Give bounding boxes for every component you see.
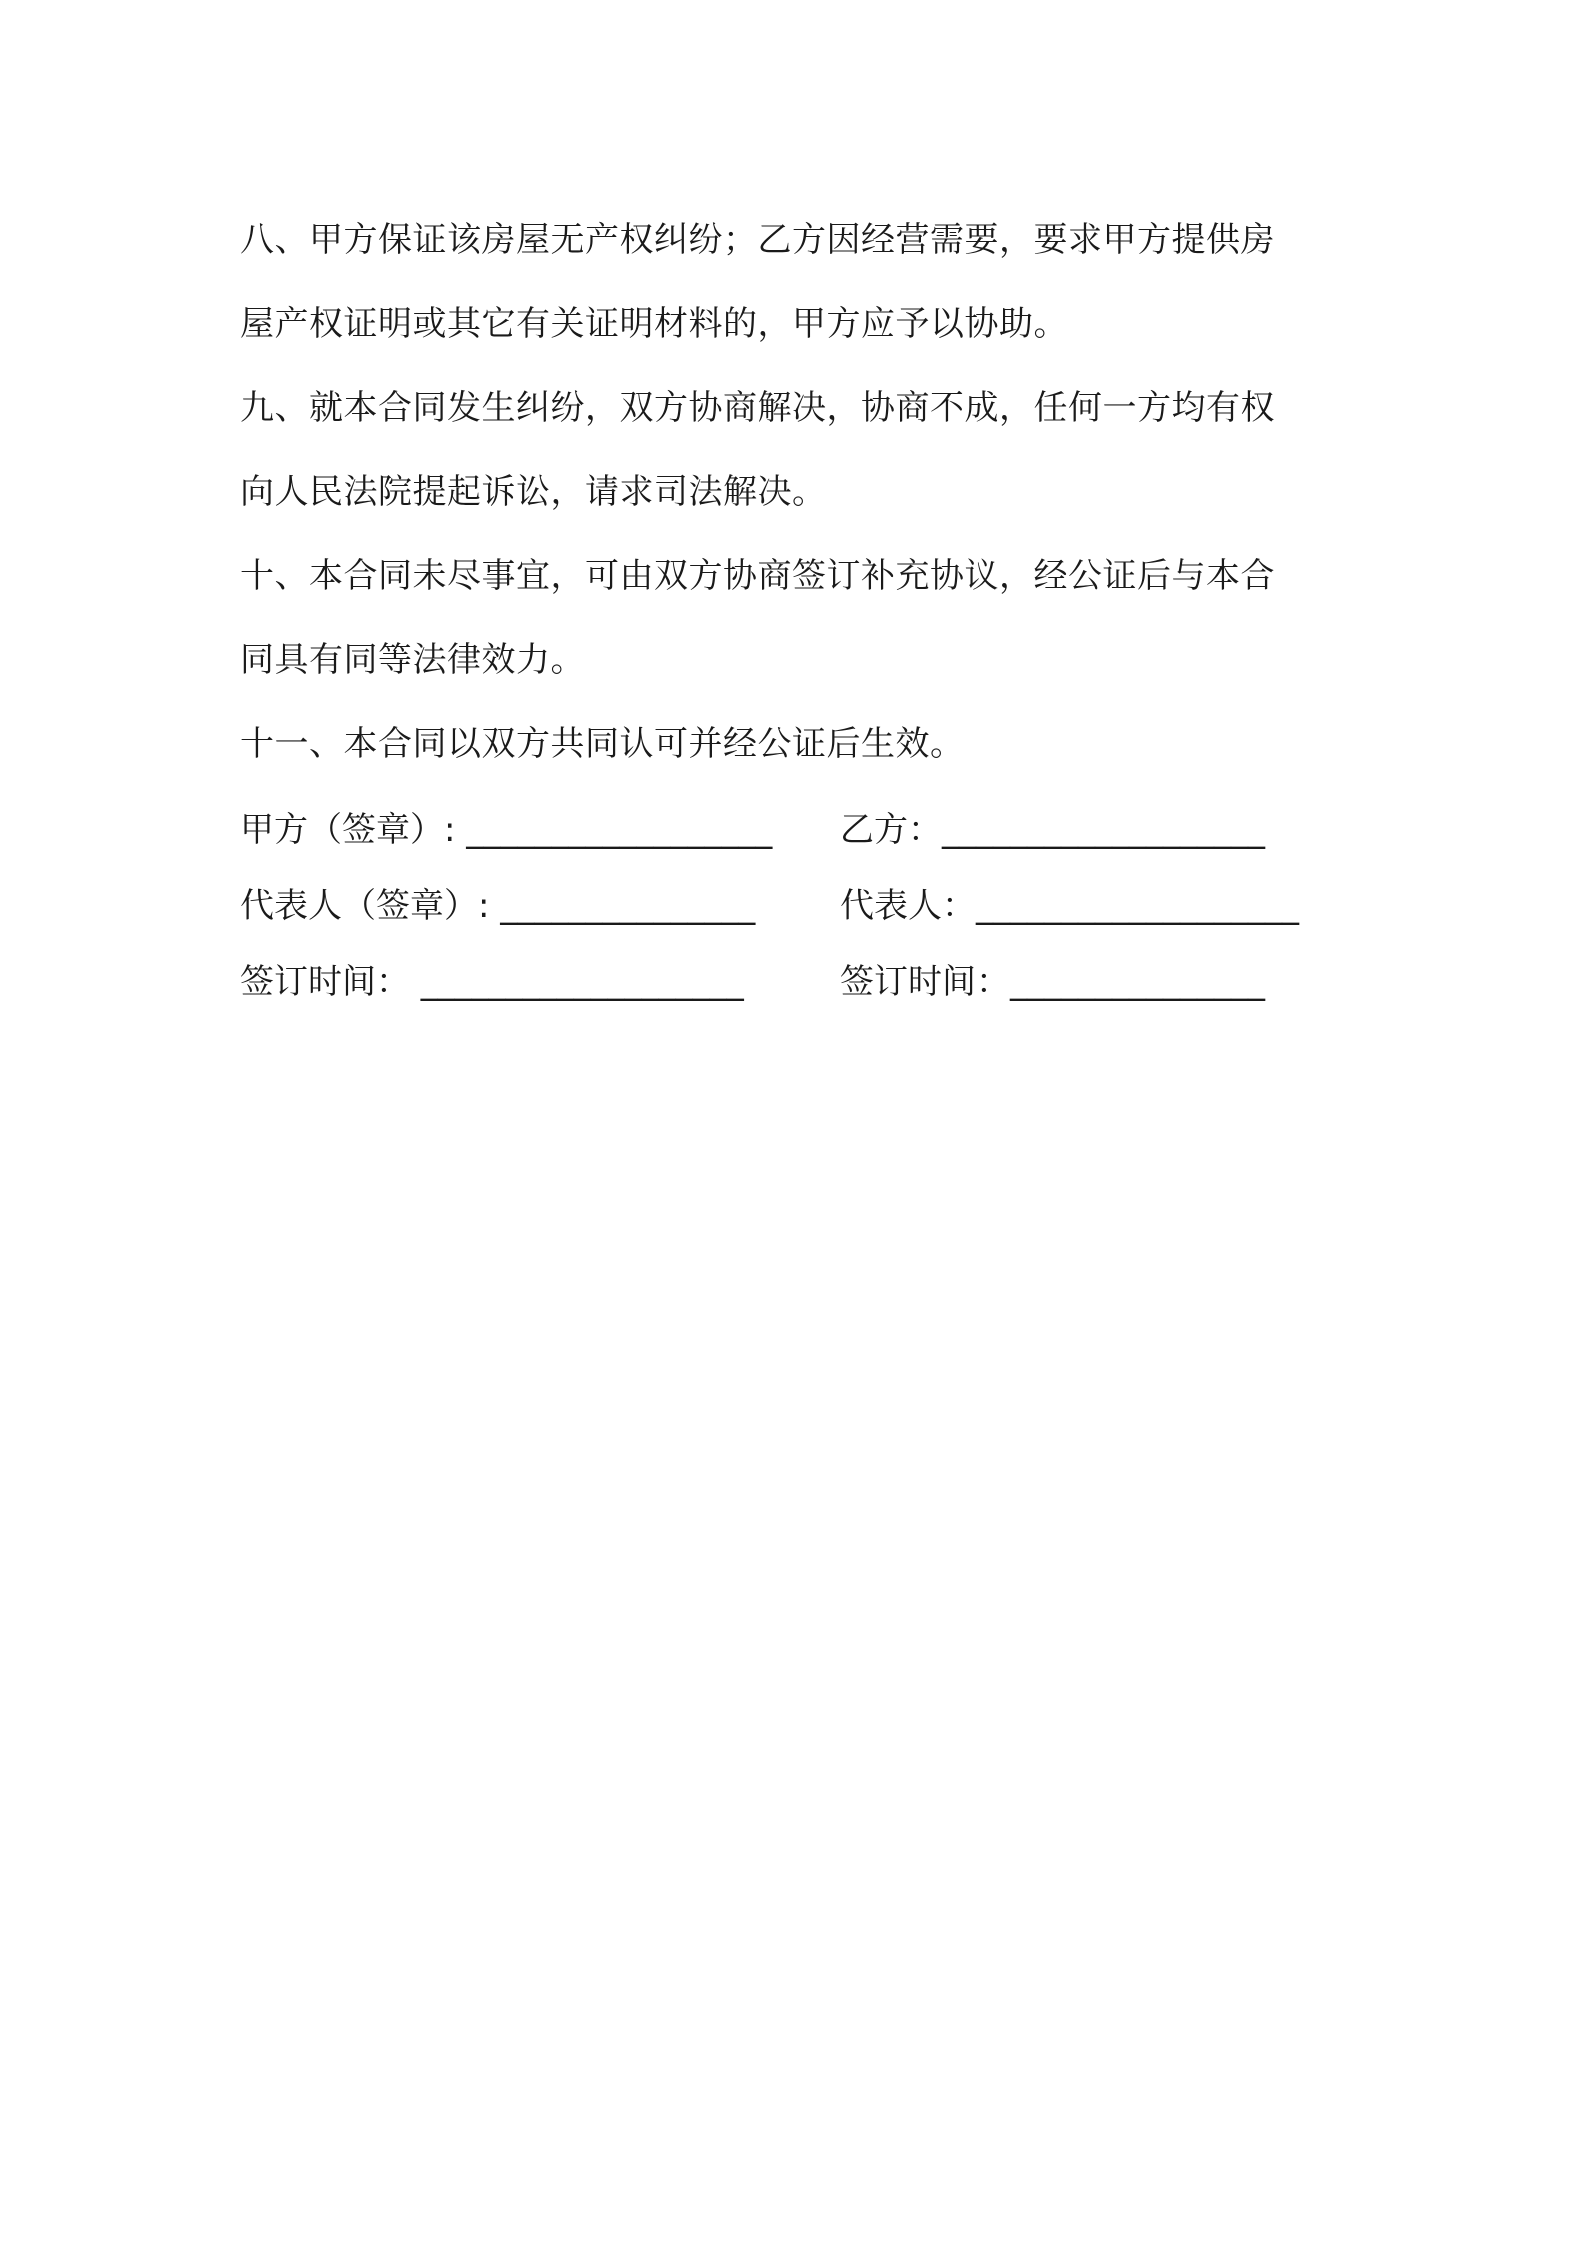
- party-b-sign-date-field: 签订时间：_______________: [840, 962, 1265, 1002]
- clause-line: 十、本合同未尽事宜，可由双方协商签订补充协议，经公证后与本合: [240, 556, 1275, 596]
- contract-body: [240, 198, 1360, 1020]
- party-a-representative-field: 代表人（签章）: _______________: [240, 886, 756, 926]
- clause-line: 八、甲方保证该房屋无产权纠纷；乙方因经营需要，要求甲方提供房: [240, 220, 1275, 260]
- clause-line: 十一、本合同以双方共同认可并经公证后生效。: [240, 724, 965, 764]
- signature-block: [240, 792, 1360, 1020]
- signature-row-party: [240, 792, 1360, 868]
- party-b-signature-field: 乙方：___________________: [840, 810, 1265, 850]
- clause-line: 屋产权证明或其它有关证明材料的，甲方应予以协助。: [240, 304, 1068, 344]
- clause-9: [240, 366, 1360, 534]
- signature-row-date: [240, 944, 1360, 1020]
- clause-line: 向人民法院提起诉讼，请求司法解决。: [240, 472, 827, 512]
- clause-10: [240, 534, 1360, 702]
- clause-8: [240, 198, 1360, 366]
- clause-line: 同具有同等法律效力。: [240, 640, 585, 680]
- signature-row-representative: [240, 868, 1360, 944]
- party-a-signature-field: 甲方（签章）: __________________: [240, 810, 773, 850]
- clause-11: [240, 702, 1360, 786]
- party-b-representative-field: 代表人：___________________: [840, 886, 1299, 926]
- party-a-sign-date-field: 签订时间： ___________________: [240, 962, 744, 1002]
- clause-line: 九、就本合同发生纠纷，双方协商解决，协商不成，任何一方均有权: [240, 388, 1275, 428]
